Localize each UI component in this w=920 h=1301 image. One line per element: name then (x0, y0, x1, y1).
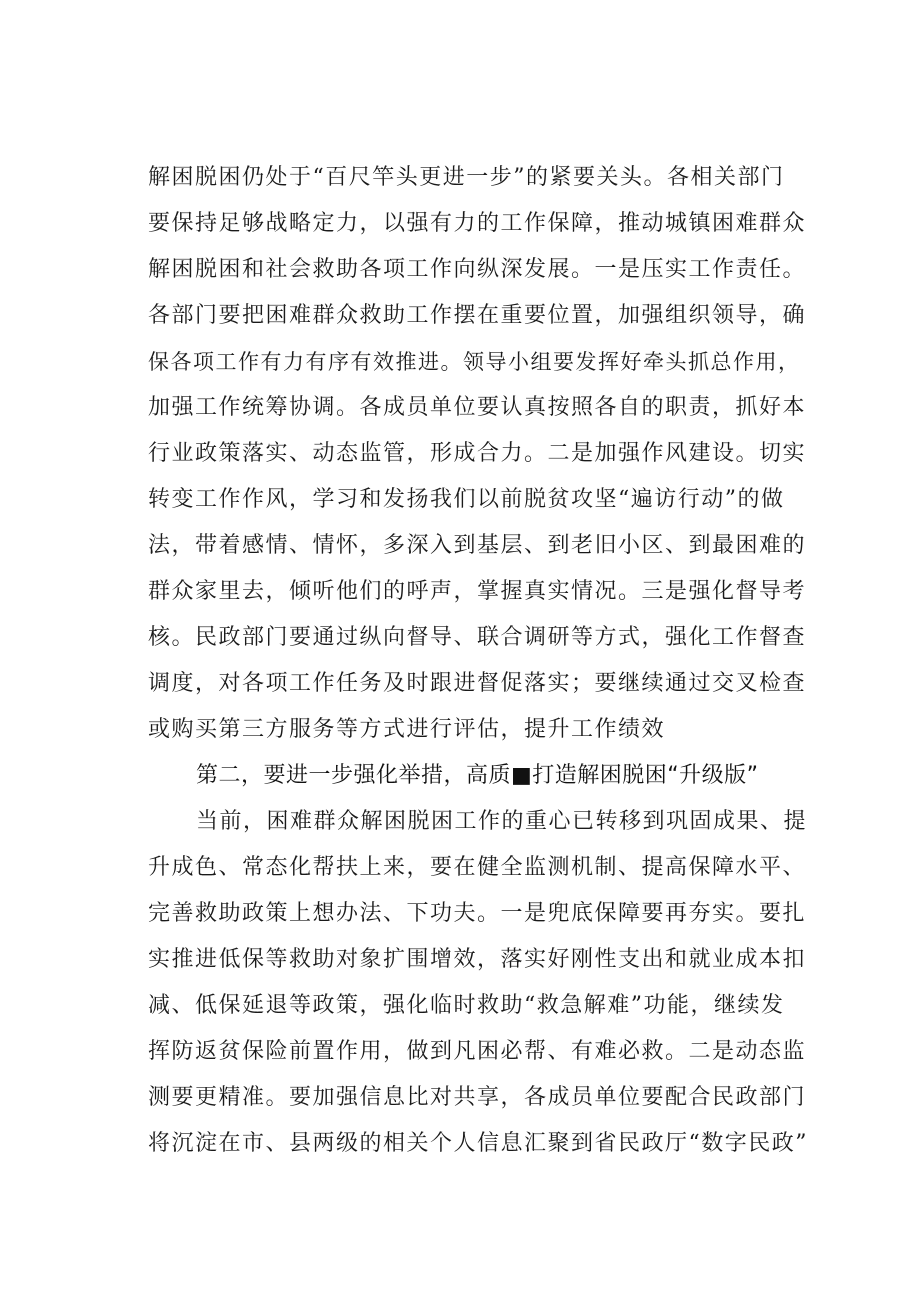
paragraph-2-line: 当前，困难群众解困脱困工作的重心已转移到巩固成果、提 (196, 809, 808, 834)
paragraph-1-line: 法，带着感情、情怀，多深入到基层、到老旧小区、到最困难的 (148, 533, 807, 558)
paragraph-2-line: 挥防返贫保险前置作用，做到凡困必帮、有难必救。二是动态监 (148, 1039, 807, 1064)
paragraph-1-line: 群众家里去，倾听他们的呼声，掌握真实情况。三是强化督导考 (148, 579, 807, 604)
paragraph-1-line: 转变工作作风，学习和发扬我们以前脱贫攻坚“遍访行动”的做 (148, 487, 785, 512)
paragraph-2-line: 完善救助政策上想办法、下功夫。一是兜底保障要再夯实。要扎 (148, 901, 807, 926)
paragraph-2-line: 将沉淀在市、县两级的相关个人信息汇聚到省民政厅“数字民政” (148, 1131, 808, 1156)
paragraph-2-line: 实推进低保等救助对象扩围增效，落实好刚性支出和就业成本扣 (148, 947, 807, 972)
paragraph-1-line: 行业政策落实、动态监管，形成合力。二是加强作风建设。切实 (148, 441, 807, 466)
paragraph-1-line: 核。民政部门要通过纵向督导、联合调研等方式，强化工作督查 (148, 625, 807, 650)
paragraph-1-line: 各部门要把困难群众救助工作摆在重要位置，加强组织领导，确 (148, 303, 807, 328)
paragraph-2-line: 减、低保延退等政策，强化临时救助“救急解难”功能，继续发 (148, 993, 785, 1018)
paragraph-1-line: 要保持足够战略定力，以强有力的工作保障，推动城镇困难群众 (148, 211, 807, 236)
paragraph-2-line: 升成色、常态化帮扶上来，要在健全监测机制、提高保障水平、 (148, 855, 807, 880)
paragraph-1-line: 加强工作统筹协调。各成员单位要认真按照各自的职责，抓好本 (148, 395, 807, 420)
paragraph-2-line: 测要更精准。要加强信息比对共享，各成员单位要配合民政部门 (148, 1085, 807, 1110)
paragraph-1-line: 解困脱困和社会救助各项工作向纵深发展。一是压实工作责任。 (148, 257, 807, 282)
paragraph-1-line: 解困脱困仍处于“百尺竿头更进一步”的紧要关头。各相关部门 (148, 165, 785, 190)
section-heading: 第二，要进一步强化举措，高质■打造解困脱困“升级版” (196, 763, 759, 788)
paragraph-1-line: 保各项工作有力有序有效推进。领导小组要发挥好牵头抓总作用， (148, 350, 801, 374)
paragraph-1-line: 或购买第三方服务等方式进行评估，提升工作绩效 (148, 717, 666, 742)
paragraph-1-line: 调度，对各项工作任务及时跟进督促落实；要继续通过交叉检查 (148, 671, 807, 696)
